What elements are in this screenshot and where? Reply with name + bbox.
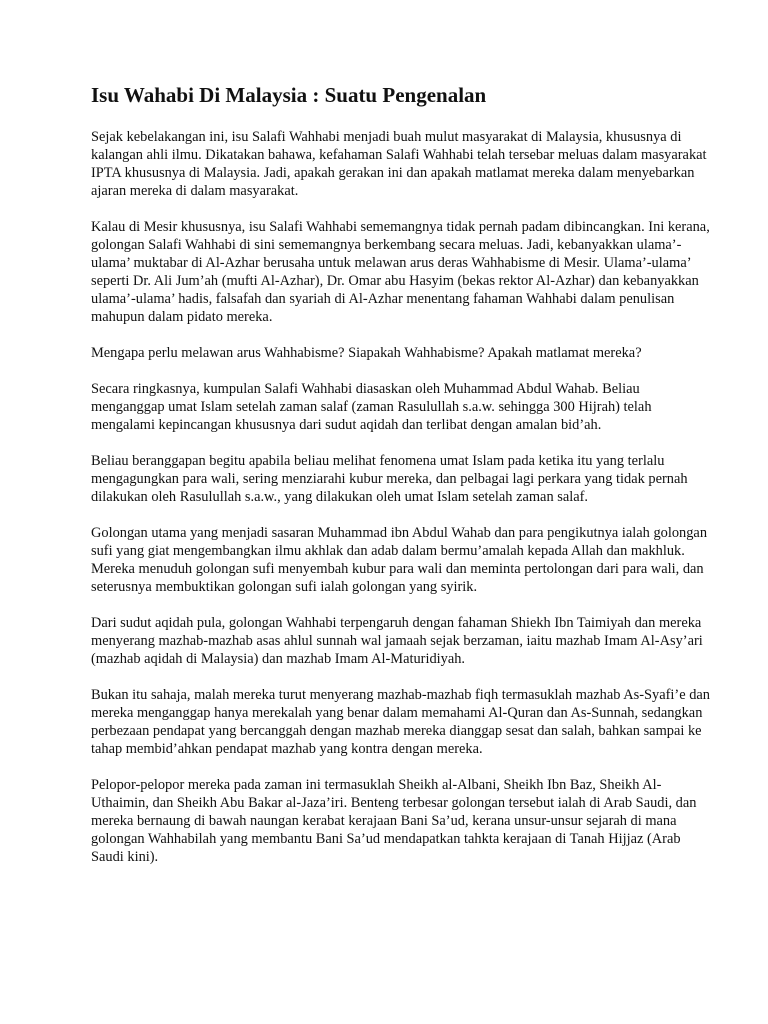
paragraph-6: Golongan utama yang menjadi sasaran Muhammad ibn Abdul Wahab dan para pengikutnya ialah golongan sufi yang giat mengembangkan ilmu akhlak dan adab dalam bermu’amalah kepada Allah dan makhluk. Mereka menuduh golongan sufi menyembah kubur para wali dan meminta pertolongan dari para wali, dan seterusnya membuktikan golongan sufi ialah golongan yang syirik. bbox=[91, 525, 708, 595]
paragraph-2: Kalau di Mesir khususnya, isu Salafi Wahhabi sememangnya tidak pernah padam dibincangkan. Ini kerana, golongan Salafi Wahhabi di sini sememangnya berkembang secara meluas. Jadi, kebanyakkan ulama’-ulama’ muktabar di Al-Azhar berusaha untuk melawan arus deras Wahhabisme di Mesir. Ulama’-ulama’ seperti Dr. Ali Jum’ah (mufti Al-Azhar), Dr. Omar abu Hasyim (bekas rektor Al-Azhar) dan kebanyakkan ulama’-ulama’ hadis, falsafah dan syariah di Al-Azhar menentang fahaman Wahhabi dalam penulisan mahupun dalam pidato mereka. bbox=[91, 219, 710, 325]
paragraph-1: Sejak kebelakangan ini, isu Salafi Wahhabi menjadi buah mulut masyarakat di Malaysia, khususnya di kalangan ahli ilmu. Dikatakan bahawa, kefahaman Salafi Wahhabi telah tersebar meluas dalam masyarakat IPTA khususnya di Malaysia. Jadi, apakah gerakan ini dan apakah matlamat mereka dalam menyebarkan ajaran mereka di dalam masyarakat. bbox=[91, 129, 707, 199]
paragraph-7: Dari sudut aqidah pula, golongan Wahhabi terpengaruh dengan fahaman Shiekh Ibn Taimiyah dan mereka menyerang mazhab-mazhab asas ahlul sunnah wal jamaah sejak berzaman, iaitu mazhab Imam Al-Asy’ari (mazhab aqidah di Malaysia) dan mazhab Imam Al-Maturidiyah. bbox=[91, 615, 703, 667]
paragraph-4: Secara ringkasnya, kumpulan Salafi Wahhabi diasaskan oleh Muhammad Abdul Wahab. Beliau menganggap umat Islam setelah zaman salaf (zaman Rasulullah s.a.w. sehingga 300 Hijrah) telah mengalami kepincangan khususnya dari sudut aqidah dan terlibat dengan amalan bid’ah. bbox=[91, 381, 652, 433]
paragraph-8: Bukan itu sahaja, malah mereka turut menyerang mazhab-mazhab fiqh termasuklah mazhab As-Syafi’e dan mereka menganggap hanya merekalah yang benar dalam memahami Al-Quran dan As-Sunnah, sedangkan perbezaan pendapat yang bercanggah dengan mazhab mereka dianggap sesat dan salah, bahkan sampai ke tahap membid’ahkan pendapat mazhab yang kontra dengan mereka. bbox=[91, 687, 710, 757]
paragraph-3: Mengapa perlu melawan arus Wahhabisme? Siapakah Wahhabisme? Apakah matlamat mereka? bbox=[91, 345, 642, 361]
document-title: Isu Wahabi Di Malaysia : Suatu Pengenalan bbox=[91, 83, 487, 107]
document-page bbox=[91, 82, 711, 884]
paragraph-9: Pelopor-pelopor mereka pada zaman ini termasuklah Sheikh al-Albani, Sheikh Ibn Baz, Sheikh Al-Uthaimin, dan Sheikh Abu Bakar al-Jaza’iri. Benteng terbesar golongan tersebut ialah di Arab Saudi, dan mereka bernaung di bawah naungan kerabat kerajaan Bani Sa’ud, kerana unsur-unsur sejarah di mana golongan Wahhabilah yang membantu Bani Sa’ud mendapatkan tahkta kerajaan di Tanah Hijjaz (Arab Saudi kini). bbox=[91, 777, 697, 865]
paragraph-5: Beliau beranggapan begitu apabila beliau melihat fenomena umat Islam pada ketika itu yang terlalu mengagungkan para wali, sering menziarahi kubur mereka, dan pelbagai lagi perkara yang tidak pernah dilakukan oleh Rasulullah s.a.w., yang dilakukan oleh umat Islam setelah zaman salaf. bbox=[91, 453, 688, 505]
